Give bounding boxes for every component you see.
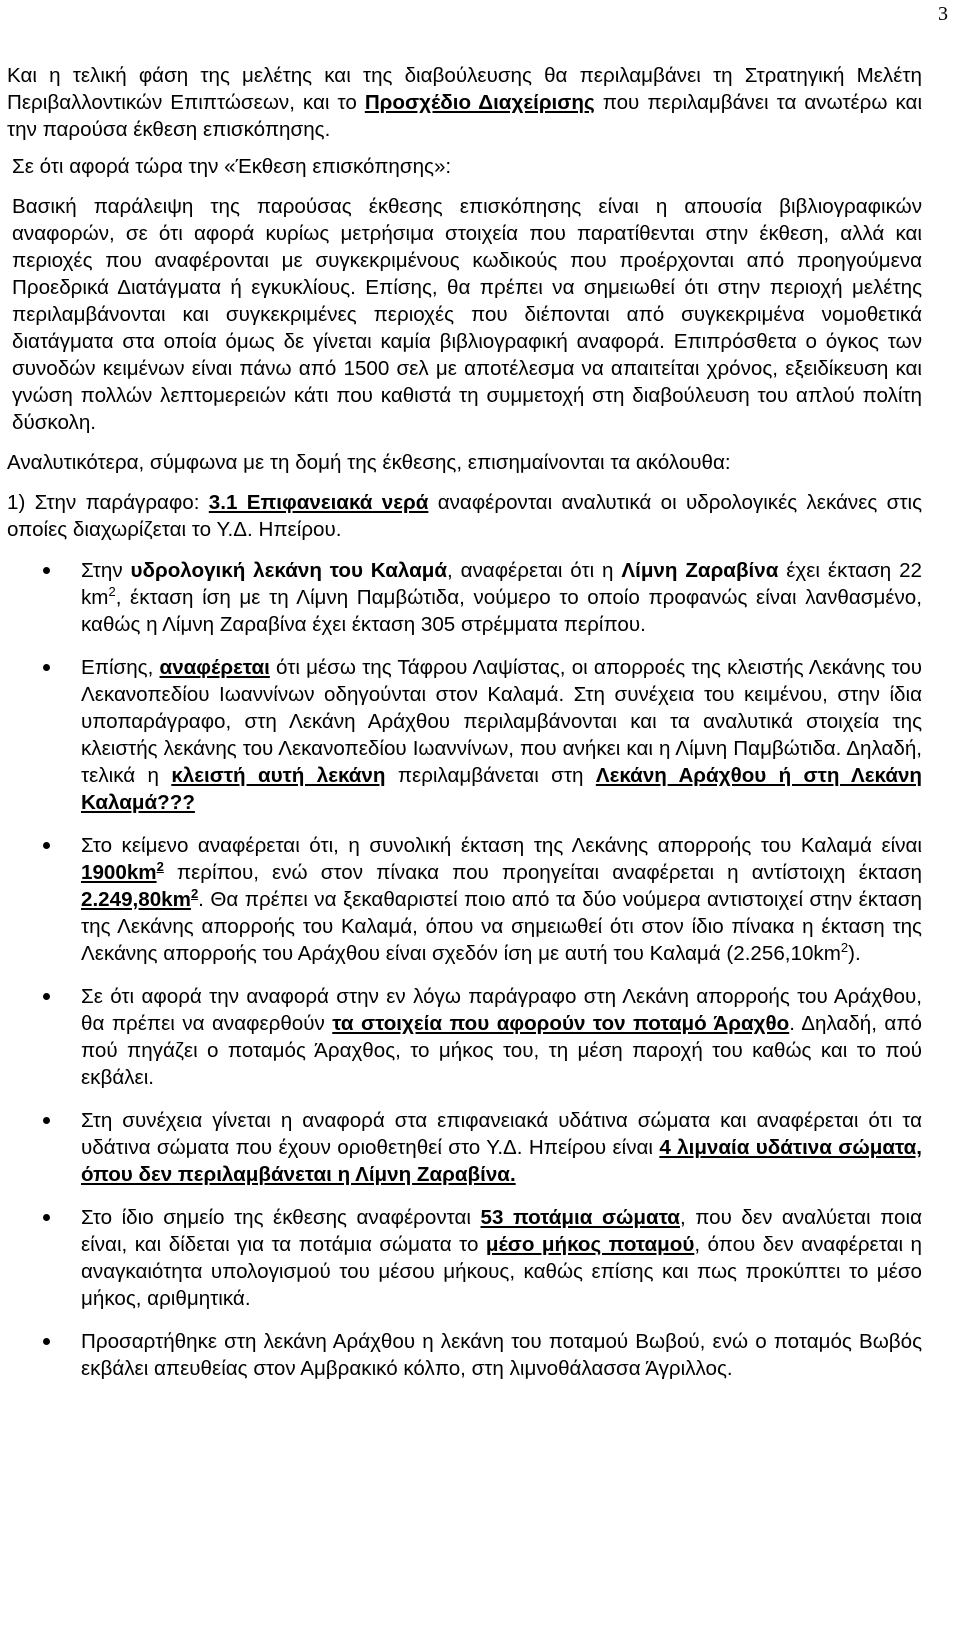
list-item: Στην υδρολογική λεκάνη του Καλαμά, αναφέρεται ότι η Λίμνη Ζαραβίνα έχει έκταση 22 $km^2$, έκταση ίση με τη Λίμνη Παμβώτιδα, νούμερο το οποίο προφανώς είναι λανθασμένο, καθώς η Λίμνη Ζαραβίνα έχει έκταση 305 στρέμματα περίπου. xyxy=(7,557,922,638)
list-item: Στη συνέχεια γίνεται η αναφορά στα επιφανειακά υδάτινα σώματα και αναφέρεται ότι τα υδάτινα σώματα που έχουν οριοθετηθεί στο Υ.Δ. Ηπείρου είναι 4 λιμναία υδάτινα σώματα, όπου δεν περιλαμβάνεται η Λίμνη Ζαραβίνα. xyxy=(7,1107,922,1188)
bullet-dot-icon xyxy=(43,1117,50,1124)
bullet-dot-icon xyxy=(43,1338,50,1345)
bullet-dot-icon xyxy=(43,567,50,574)
analysis-intro: Αναλυτικότερα, σύμφωνα με τη δομή της έκθεσης, επισημαίνονται τα ακόλουθα: xyxy=(7,451,731,474)
page-number: 3 xyxy=(938,3,948,25)
list-item: Επίσης, αναφέρεται ότι μέσω της Τάφρου Λαψίστας, οι απορροές της κλειστής Λεκάνης του Λεκανοπεδίου Ιωαννίνων οδηγούνται στον Καλαμά. Στη συνέχεια του κειμένου, στην ίδια υποπαράγραφο, στη Λεκάνη Αράχθου περιλαμβάνονται και τα αναλυτικά στοιχεία της κλειστής λεκάνης του Λεκανοπεδίου Ιωαννίνων, που ανήκει και η Λίμνη Παμβώτιδα. Δηλαδή, τελικά η κλειστή αυτή λεκάνη περιλαμβάνεται στη Λεκάνη Αράχθου ή στη Λεκάνη Καλαμά??? xyxy=(7,654,922,816)
section-1-title: 3.1 Επιφανειακά νερά xyxy=(208,491,429,514)
bullet-dot-icon xyxy=(43,664,50,671)
bullet-list xyxy=(7,557,922,1382)
list-item: Στο κείμενο αναφέρεται ότι, η συνολική έκταση της Λεκάνης απορροής του Καλαμά είναι $1900km^2$ περίπου, ενώ στον πίνακα που προηγείται αναφέρεται η αντίστοιχη έκταση $2.249,80km^2$. Θα πρέπει να ξεκαθαριστεί ποιο από τα δύο νούμερα αντιστοιχεί στην έκταση της Λεκάνης απορροής του Καλαμά, όπου να σημειωθεί ότι στον ίδιο πίνακα η έκταση της Λεκάνης απορροής του Αράχθου είναι σχεδόν ίση με αυτή του Καλαμά $(2.256,10km^2)$. xyxy=(7,832,922,967)
main-paragraph: Βασική παράλειψη της παρούσας έκθεσης επισκόπησης είναι η απουσία βιβλιογραφικών αναφορών, σε ότι αφορά κυρίως μετρήσιμα στοιχεία που παρατίθενται στην έκθεση, αλλά και περιοχές που αναφέρονται με συγκεκριμένους κωδικούς που προέρχονται από προηγούμενα Προεδρικά Διατάγματα ή εγκυκλίους. Επίσης, θα πρέπει να σημειωθεί ότι στην περιοχή μελέτης περιλαμβάνονται και συγκεκριμένες περιοχές που διέπονται από συγκεκριμένα νομοθετικά διατάγματα στα οποία όμως δε γίνεται καμία βιβλιογραφική αναφορά. Επιπρόσθετα ο όγκος των συνοδών κειμένων είναι πάνω από 1500 σελ με αποτέλεσμα να απαιτείται χρόνος, εξειδίκευση και γνώση πολλών λεπτομερειών κάτι που καθιστά τη συμμετοχή στη διαβούλευση του απλού πολίτη δύσκολη. xyxy=(12,195,922,434)
list-item: Σε ότι αφορά την αναφορά στην εν λόγω παράγραφο στη Λεκάνη απορροής του Αράχθου, θα πρέπει να αναφερθούν τα στοιχεία που αφορούν τον ποταμό Άραχθο. Δηλαδή, από πού πηγάζει ο ποταμός Άραχθος, το μήκος του, τη μέση παροχή του καθώς και το πού εκβάλει. xyxy=(7,983,922,1091)
section-heading: Σε ότι αφορά τώρα την «Έκθεση επισκόπησης»: xyxy=(12,155,452,178)
intro-paragraph: Και η τελική φάση της μελέτης και της διαβούλευσης θα περιλαμβάνει τη Στρατηγική Μελέτη Περιβαλλοντικών Επιπτώσεων, και το Προσχέδιο Διαχείρισης που περιλαμβάνει τα ανωτέρω και την παρούσα έκθεση επισκόπησης. xyxy=(7,64,923,141)
draft-plan-emphasis: Προσχέδιο Διαχείρισης xyxy=(364,91,595,114)
list-item: Στο ίδιο σημείο της έκθεσης αναφέρονται 53 ποτάμια σώματα, που δεν αναλύεται ποια είναι, και δίδεται για τα ποτάμια σώματα το μέσο μήκος ποταμού, όπου δεν αναφέρεται η αναγκαιότητα υπολογισμού του μέσου μήκους, καθώς επίσης και πως προκύπτει το μέσο μήκος, αριθμητικά. xyxy=(7,1204,922,1312)
section-1-paragraph: 1) Στην παράγραφο: 3.1 Επιφανειακά νερά αναφέρονται αναλυτικά οι υδρολογικές λεκάνες στις οποίες διαχωρίζεται το Υ.Δ. Ηπείρου. xyxy=(7,491,922,541)
bullet-dot-icon xyxy=(43,842,50,849)
bullet-dot-icon xyxy=(43,993,50,1000)
bullet-dot-icon xyxy=(43,1214,50,1221)
list-item: Προσαρτήθηκε στη λεκάνη Αράχθου η λεκάνη του ποταμού Βωβού, ενώ ο ποταμός Βωβός εκβάλει απευθείας στον Αμβρακικό κόλπο, στη λιμνοθάλασσα Άγριλλος. xyxy=(7,1328,922,1382)
